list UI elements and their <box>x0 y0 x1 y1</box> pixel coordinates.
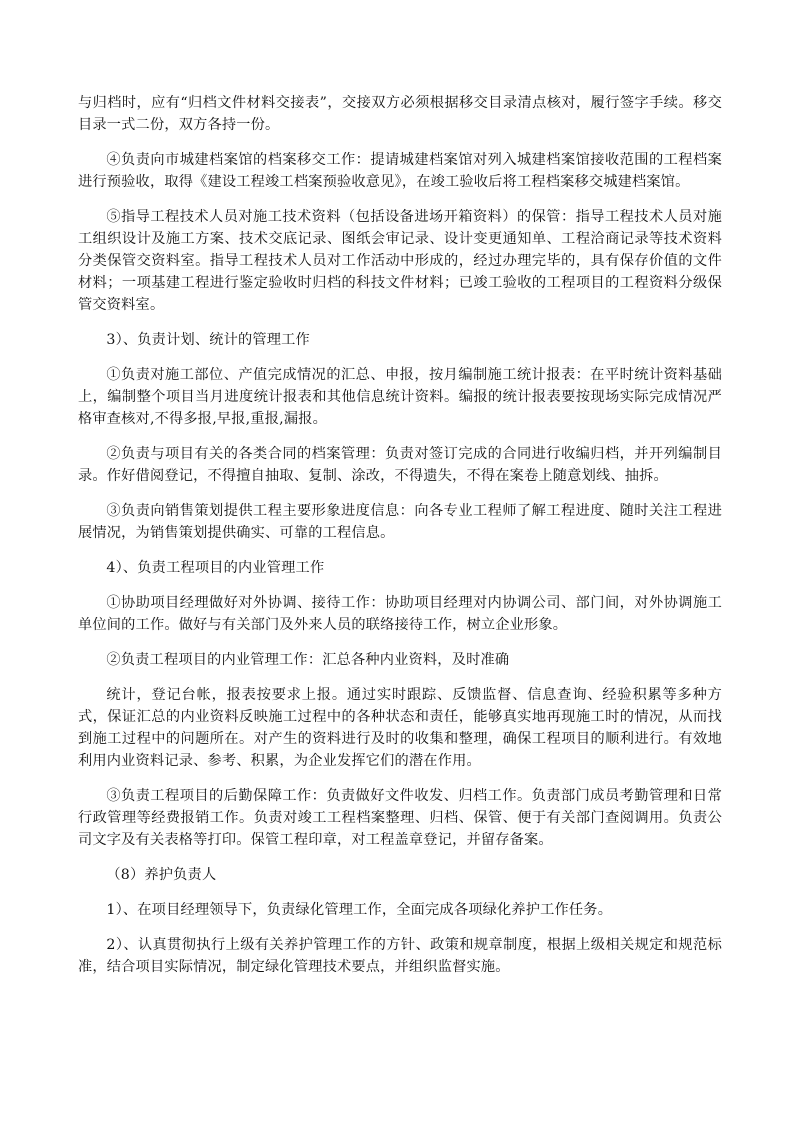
paragraph-city-archive-transfer: ④负责向市城建档案馆的档案移交工作：提请城建档案馆对列入城建档案馆接收范围的工程档案进行预验收，取得《建设工程竣工档案预验收意见》，在竣工验收后将工程档案移交城建档案馆。 <box>78 152 722 190</box>
paragraph-internal-data-summary: ②负责工程项目的内业管理工作：汇总各种内业资料，及时准确 <box>106 652 510 668</box>
paragraph-technical-data-custody: ⑤指导工程技术人员对施工技术资料（包括设备进场开箱资料）的保管：指导工程技术人员对施工组织设计及施工方案、技术交底记录、图纸会审记录、设计变更通知单、工程洽商记录等技术资料分类保管交资料室。指导工程技术人员对工作活动中形成的，经过办理完毕的，具有保存价值的文件材料；一项基建工程进行鉴定验收时归档的科技文件材料；已竣工验收的工程项目的工程资料分级保管交资料室。 <box>78 209 722 313</box>
paragraph-logistics-support: ③负责工程项目的后勤保障工作：负责做好文件收发、归档工作。负责部门成员考勤管理和日常行政管理等经费报销工作。负责对竣工工程档案整理、归档、保管、便于有关部门查阅调用。负责公司文字及有关表格等打印。保管工程印章，对工程盖章登记，并留存备案。 <box>78 788 722 848</box>
paragraph-contract-archive: ②负责与项目有关的各类合同的档案管理：负责对签订完成的合同进行收编归档，并开列编制目录。作好借阅登记，不得擅自抽取、复制、涂改，不得遗失，不得在案卷上随意划线、抽拆。 <box>78 446 722 484</box>
section-heading-internal-management: 4）、负责工程项目的内业管理工作 <box>106 560 325 576</box>
section-heading-plan-statistics: 3）、负责计划、统计的管理工作 <box>106 332 310 348</box>
paragraph-sales-progress-info: ③负责向销售策划提供工程主要形象进度信息：向各专业工程师了解工程进度、随时关注工程进展情况，为销售策划提供确实、可靠的工程信息。 <box>78 503 722 541</box>
paragraph-statistics-report: ①负责对施工部位、产值完成情况的汇总、申报，按月编制施工统计报表：在平时统计资料基础上，编制整个项目当月进度统计报表和其他信息统计资料。编报的统计报表要按现场实际完成情况严格审查核对,不得多报,早报,重报,漏报。 <box>78 367 722 427</box>
paragraph-coordination-reception: ①协助项目经理做好对外协调、接待工作：协助项目经理对内协调公司、部门间，对外协调施工单位间的工作。做好与有关部门及外来人员的联络接待工作，树立企业形象。 <box>78 595 722 633</box>
paragraph-greening-management: 1）、在项目经理领导下，负责绿化管理工作，全面完成各项绿化养护工作任务。 <box>106 902 613 918</box>
section-heading-maintenance-lead: （8）养护负责人 <box>106 867 217 883</box>
document-page <box>78 92 722 991</box>
paragraph-archive-handover: 与归档时，应有“归档文件材料交接表”，交接双方必须根据移交目录清点核对，履行签字手续。移交目录一式二份，双方各持一份。 <box>78 95 722 133</box>
paragraph-policy-implementation: 2）、认真贯彻执行上级有关养护管理工作的方针、政策和规章制度，根据上级相关规定和规范标准，结合项目实际情况，制定绿化管理技术要点，并组织监督实施。 <box>78 937 722 975</box>
paragraph-statistics-ledger: 统计，登记台帐，报表按要求上报。通过实时跟踪、反馈监督、信息查询、经验积累等多种方式，保证汇总的内业资料反映施工过程中的各种状态和责任，能够真实地再现施工时的情况，从而找到施工过程中的问题所在。对产生的资料进行及时的收集和整理，确保工程项目的顺利进行。有效地利用内业资料记录、参考、积累，为企业发挥它们的潜在作用。 <box>78 687 722 769</box>
